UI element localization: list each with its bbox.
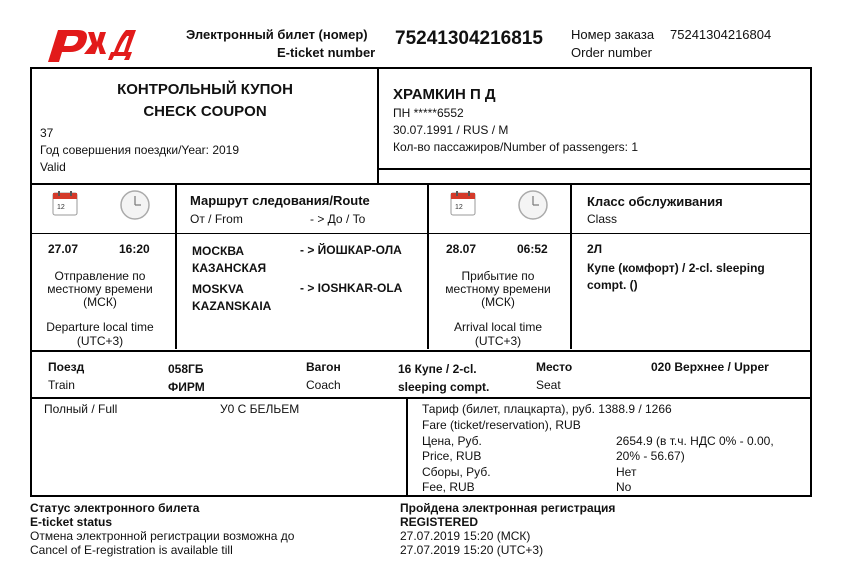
passenger-name: ХРАМКИН П Д bbox=[393, 86, 496, 103]
passenger-birth: 30.07.1991 / RUS / M bbox=[393, 123, 509, 137]
clock-icon bbox=[518, 190, 548, 220]
price-value: 2654.9 (в т.ч. НДС 0% - 0.00, 20% - 56.67) bbox=[616, 434, 774, 463]
fare-line-ru: Тариф (билет, плацкарта), руб. 1388.9 / 1266 bbox=[422, 402, 672, 416]
rzd-logo bbox=[44, 24, 142, 64]
coupon-status: Valid bbox=[40, 160, 66, 174]
coach-label-ru: Вагон bbox=[306, 360, 341, 374]
eticket-label-en: E-ticket number bbox=[277, 45, 376, 60]
calendar-icon bbox=[450, 190, 476, 216]
coupon-title-en: CHECK COUPON bbox=[143, 103, 267, 120]
svg-text:12: 12 bbox=[57, 204, 65, 211]
route-from-en: MOSKVA KAZANSKAIA bbox=[192, 282, 272, 313]
passenger-passport: ПН *****6552 bbox=[393, 106, 464, 120]
fare-service-code: У0 С БЕЛЬЕМ bbox=[220, 402, 300, 416]
registration-ru: Пройдена электронная регистрация bbox=[400, 501, 616, 515]
seat-label-en: Seat bbox=[536, 378, 561, 392]
clock-icon bbox=[120, 190, 150, 220]
order-label-ru: Номер заказа bbox=[571, 27, 655, 42]
fee-value-ru: Нет bbox=[616, 465, 637, 479]
cancel-label-en: Cancel of E-registration is available till bbox=[30, 543, 233, 557]
service-header-en: Class bbox=[587, 212, 618, 226]
route-header: Маршрут следования/Route bbox=[190, 193, 370, 208]
coupon-code: 37 bbox=[40, 126, 54, 140]
eticket-number: 75241304216815 bbox=[395, 28, 543, 49]
fare-type: Полный / Full bbox=[44, 402, 118, 416]
status-label-en: E-ticket status bbox=[30, 515, 113, 529]
arrival-date: 28.07 bbox=[446, 242, 477, 256]
price-label-en: Price, RUB bbox=[422, 449, 482, 463]
registration-en: REGISTERED bbox=[400, 515, 479, 529]
train-label-ru: Поезд bbox=[48, 360, 85, 374]
status-label-ru: Статус электронного билета bbox=[30, 501, 200, 515]
arrival-note-ru: Прибытие по местному времени (МСК) bbox=[445, 269, 551, 309]
svg-text:12: 12 bbox=[455, 204, 463, 211]
departure-date: 27.07 bbox=[48, 242, 79, 256]
passenger-count: Кол-во пассажиров/Number of passengers: 1 bbox=[393, 140, 639, 154]
coupon-year: Год совершения поездки/Year: 2019 bbox=[40, 143, 240, 157]
price-label-ru: Цена, Руб. bbox=[422, 434, 482, 448]
order-number: 75241304216804 bbox=[670, 27, 772, 42]
fee-label-ru: Сборы, Руб. bbox=[422, 465, 491, 479]
route-to-ru: - > ЙОШКАР-ОЛА bbox=[300, 243, 402, 257]
route-to-en: - > IOSHKAR-OLA bbox=[300, 281, 403, 295]
registration-time-utc: 27.07.2019 15:20 (UTC+3) bbox=[400, 543, 544, 557]
rzd-logo-icon bbox=[44, 24, 142, 64]
departure-note-en: Departure local time (UTC+3) bbox=[46, 320, 154, 348]
eticket-label-ru: Электронный билет (номер) bbox=[186, 27, 368, 42]
departure-time: 16:20 bbox=[119, 242, 150, 256]
order-label-en: Order number bbox=[571, 45, 652, 60]
arrival-time: 06:52 bbox=[517, 242, 548, 256]
fare-line-en: Fare (ticket/reservation), RUB bbox=[422, 418, 581, 432]
train-label-en: Train bbox=[48, 378, 75, 392]
coach-label-en: Coach bbox=[306, 378, 341, 392]
fee-value-en: No bbox=[616, 480, 632, 494]
seat-label-ru: Место bbox=[536, 360, 573, 374]
class-desc: Купе (комфорт) / 2-cl. sleeping compt. () bbox=[587, 261, 765, 292]
class-code: 2Л bbox=[587, 242, 603, 256]
fee-label-en: Fee, RUB bbox=[422, 480, 475, 494]
train-number: 058ГБ ФИРМ bbox=[168, 362, 205, 394]
route-from-label: От / From bbox=[190, 212, 243, 226]
coach-value: 16 Купе / 2-cl. sleeping compt. bbox=[398, 362, 490, 394]
registration-time-msk: 27.07.2019 15:20 (МСК) bbox=[400, 529, 531, 543]
coupon-title-ru: КОНТРОЛЬНЫЙ КУПОН bbox=[117, 81, 293, 98]
arrival-note-en: Arrival local time (UTC+3) bbox=[453, 320, 543, 348]
route-to-label: - > До / To bbox=[310, 212, 366, 226]
departure-note-ru: Отправление по местному времени (МСК) bbox=[47, 269, 153, 309]
service-header: Класс обслуживания bbox=[587, 194, 723, 209]
cancel-label-ru: Отмена электронной регистрации возможна до bbox=[30, 529, 295, 543]
calendar-icon bbox=[52, 190, 78, 216]
seat-value: 020 Верхнее / Upper bbox=[651, 360, 769, 374]
route-from-ru: МОСКВА КАЗАНСКАЯ bbox=[192, 244, 267, 275]
